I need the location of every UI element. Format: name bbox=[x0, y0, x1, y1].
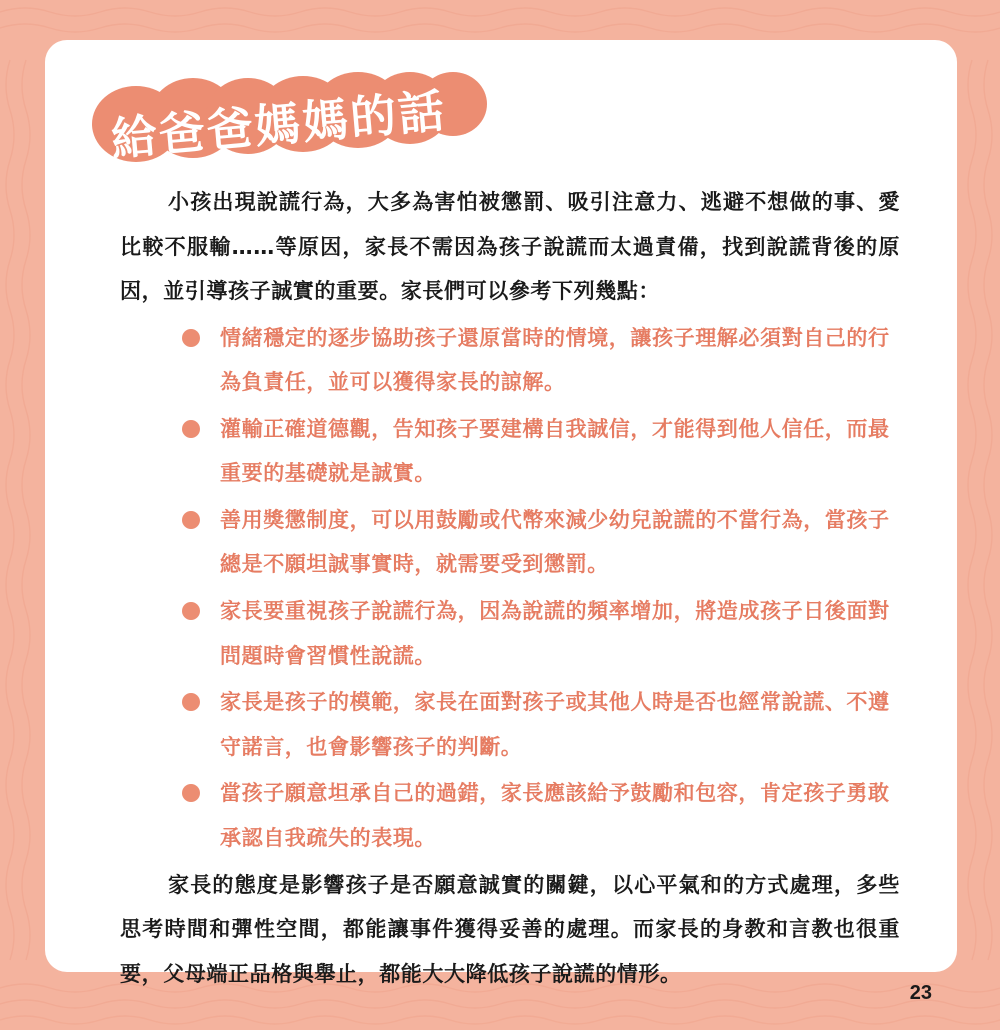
article-body bbox=[120, 180, 900, 996]
bullet-dot-icon bbox=[182, 693, 200, 711]
list-item bbox=[120, 589, 900, 678]
conclusion-paragraph: 家長的態度是影響孩子是否願意誠實的關鍵，以心平氣和的方式處理，多些思考時間和彈性空間，都能讓事件獲得妥善的處理。而家長的身教和言教也很重要，父母端正品格與舉止，都能大大降低孩子說謊的情形。 bbox=[120, 872, 900, 986]
list-item-text: 灌輸正確道德觀，告知孩子要建構自我誠信，才能得到他人信任，而最重要的基礎就是誠實。 bbox=[220, 416, 890, 486]
list-item bbox=[120, 316, 900, 405]
svg-text:給爸爸媽媽的話: 給爸爸媽媽的話 bbox=[108, 83, 449, 167]
list-item-text: 家長是孩子的模範，家長在面對孩子或其他人時是否也經常說謊、不遵守諾言，也會影響孩子的判斷。 bbox=[220, 690, 890, 759]
bullet-dot-icon bbox=[182, 602, 200, 620]
page-title bbox=[88, 58, 488, 168]
bullet-dot-icon bbox=[182, 784, 200, 802]
tips-list bbox=[120, 316, 900, 861]
bullet-dot-icon bbox=[182, 511, 200, 529]
list-item-text: 當孩子願意坦承自己的過錯，家長應該給予鼓勵和包容，肯定孩子勇敢承認自我疏失的表現。 bbox=[220, 781, 890, 850]
list-item bbox=[120, 407, 900, 496]
list-item bbox=[120, 498, 900, 587]
list-item bbox=[120, 771, 900, 860]
list-item-text: 情緒穩定的逐步協助孩子還原當時的情境，讓孩子理解必須對自己的行為負責任，並可以獲得家長的諒解。 bbox=[220, 325, 890, 394]
list-item bbox=[120, 680, 900, 769]
bullet-dot-icon bbox=[182, 329, 200, 347]
list-item-text: 家長要重視孩子說謊行為，因為說謊的頻率增加，將造成孩子日後面對問題時會習慣性說謊。 bbox=[220, 599, 890, 668]
intro-paragraph: 小孩出現說謊行為，大多為害怕被懲罰、吸引注意力、逃避不想做的事、愛比較不服輸……等原因，家長不需因為孩子說謊而太過責備，找到說謊背後的原因，並引導孩子誠實的重要。家長們可以參考下列幾點： bbox=[120, 190, 900, 303]
title-banner bbox=[88, 58, 508, 168]
bullet-dot-icon bbox=[182, 420, 200, 438]
list-item-text: 善用獎懲制度，可以用鼓勵或代幣來減少幼兒說謊的不當行為，當孩子總是不願坦誠事實時，就需要受到懲罰。 bbox=[220, 507, 890, 577]
page-number: 23 bbox=[909, 982, 932, 1004]
